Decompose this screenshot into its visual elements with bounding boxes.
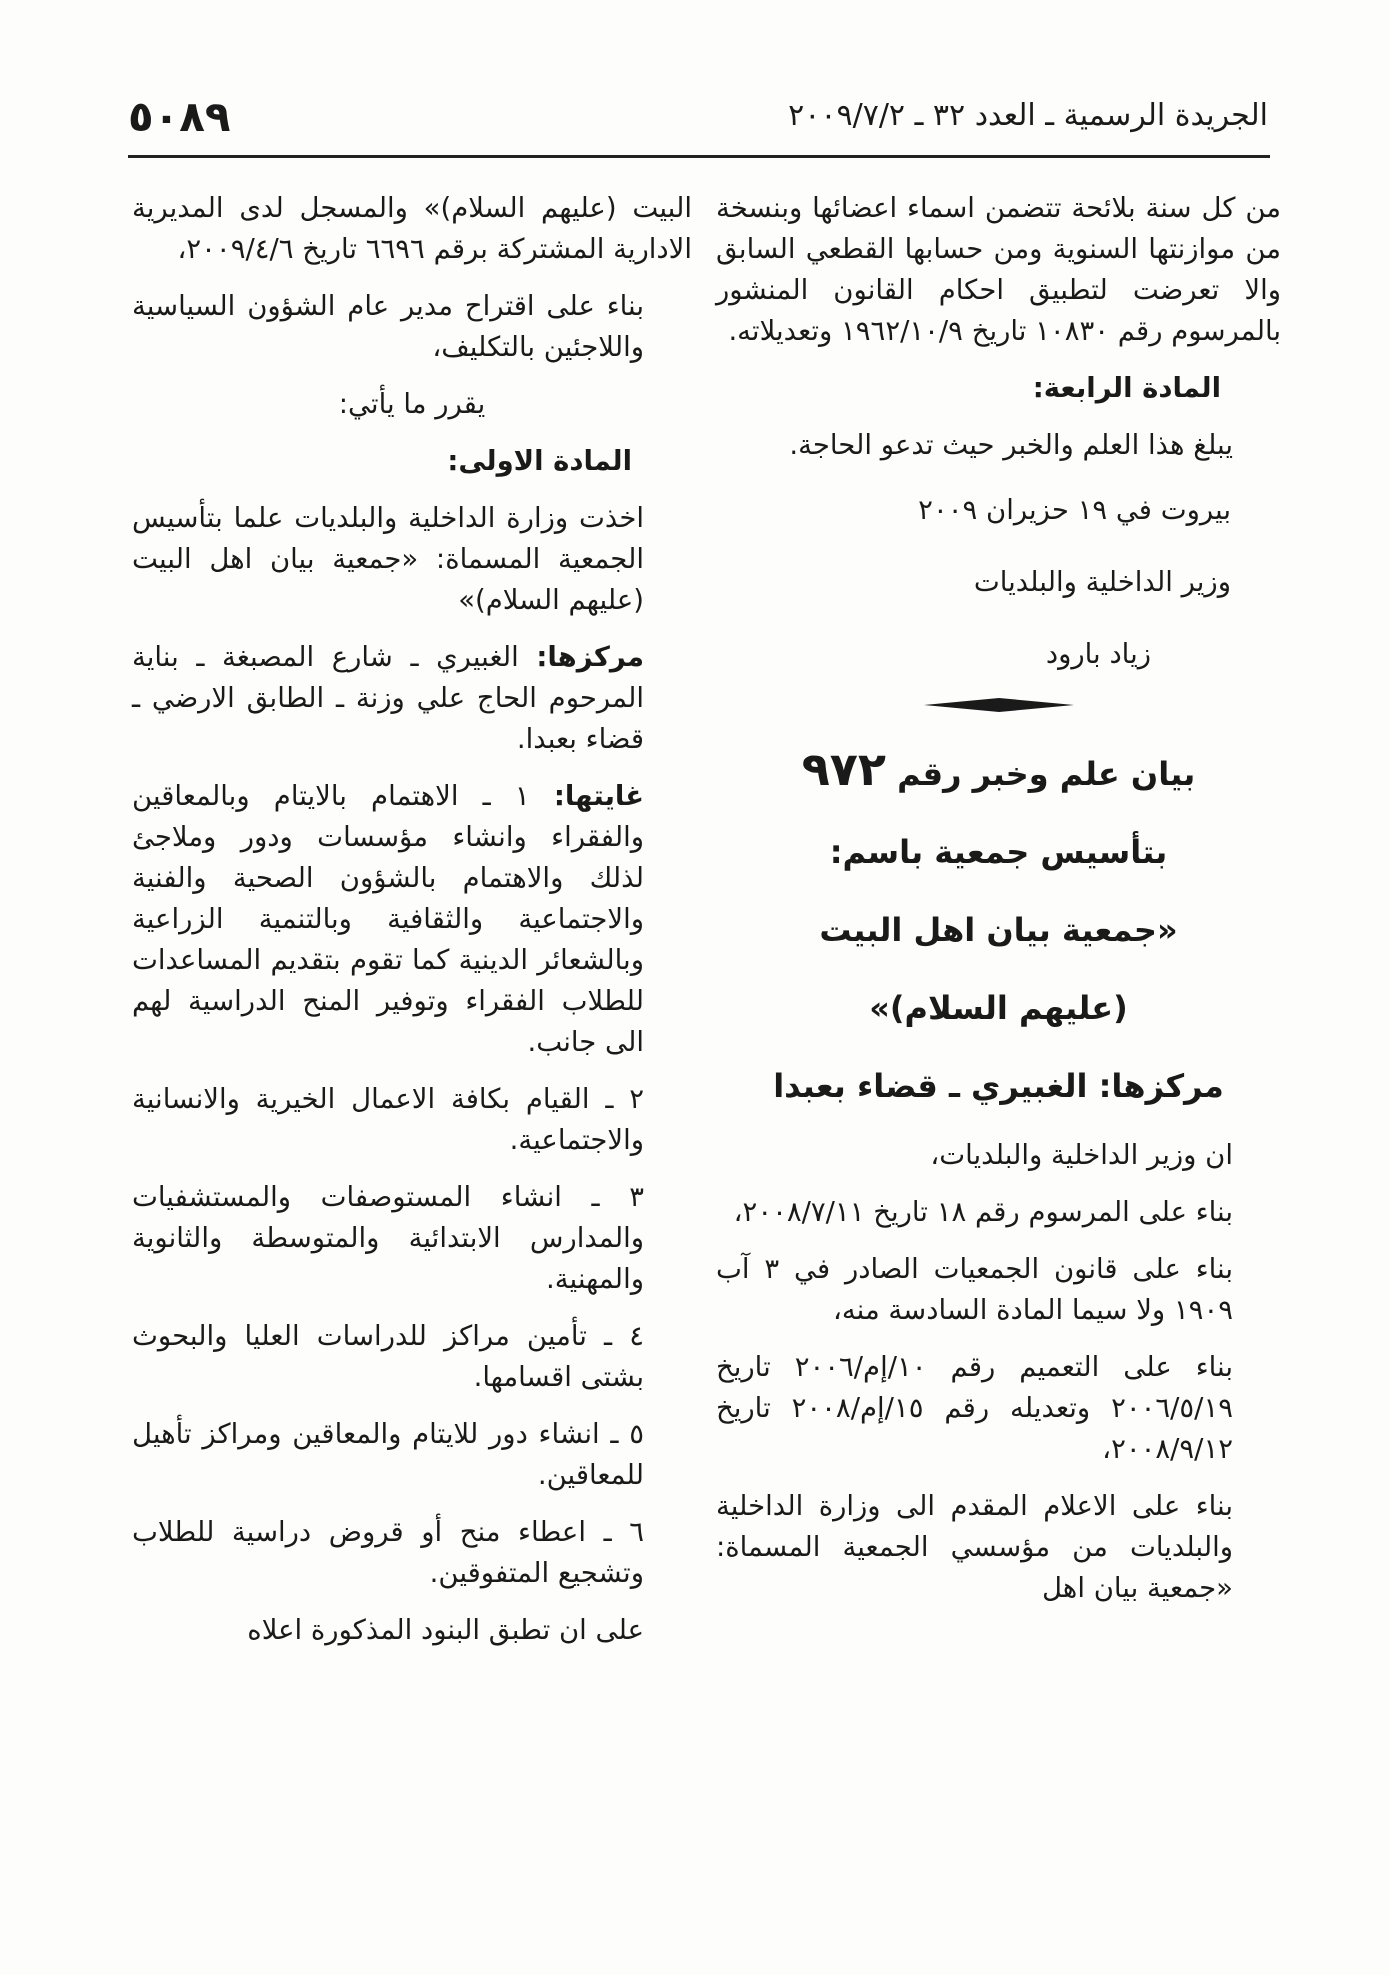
goal-6: ٦ ـ اعطاء منح أو قروض دراسية للطلاب وتشجيع المتفوقين. [132,1516,644,1589]
goals-label: غايتها: [553,780,644,812]
section-divider [924,698,1074,712]
signature-name: زياد بارود [1045,638,1151,670]
goal-4: ٤ ـ تأمين مراكز للدراسات العليا والبحوث بشتى اقسامها. [132,1320,644,1393]
signature-place-date: بيروت في ١٩ حزيران ٢٠٠٩ [918,494,1231,526]
goals-paragraph [132,776,692,1063]
association-name: «جمعية بيان اهل البيت [819,911,1178,949]
closing-line: على ان تطبق البنود المذكورة اعلاه [247,1614,644,1646]
signature-title: وزير الداخلية والبلديات [973,566,1231,598]
article-1-heading: المادة الاولى: [447,445,632,477]
right-column [716,188,1281,1625]
decides-heading: يقرر ما يأتي: [338,388,486,420]
goal-5: ٥ ـ انشاء دور للايتام والمعاقين ومراكز تأهيل للمعاقين. [132,1418,644,1491]
page-header [128,92,1268,152]
gazette-title: الجريدة الرسمية ـ العدد ٣٢ ـ ٢٠٠٩/٧/٢ [788,98,1268,133]
notice-subtitle: بتأسيس جمعية باسم: [829,833,1168,871]
article-4-text: يبلغ هذا العلم والخبر حيث تدعو الحاجة. [789,429,1233,461]
goal-2: ٢ ـ القيام بكافة الاعمال الخيرية والانسانية والاجتماعية. [132,1083,644,1156]
headquarters-label: مركزها: [536,641,644,673]
based-on-circular: بناء على التعميم رقم ١٠/إم/٢٠٠٦ تاريخ ٢٠٠٦/٥/١٩ وتعديله رقم ١٥/إم/٢٠٠٨ تاريخ ٢٠٠٨/٩/١٢، [716,1351,1233,1465]
based-on-law: بناء على قانون الجمعيات الصادر في ٣ آب ١٩٠٩ ولا سيما المادة السادسة منه، [716,1253,1233,1326]
left-column [132,188,692,1667]
notice-number: ٩٧٢ [801,742,886,796]
notice-title [716,738,1281,805]
based-on-decree: بناء على المرسوم رقم ١٨ تاريخ ٢٠٠٨/٧/١١، [733,1196,1233,1228]
association-name-suffix: (عليهم السلام)» [869,989,1128,1027]
header-rule [128,155,1270,158]
based-on-notification: بناء على الاعلام المقدم الى وزارة الداخلية والبلديات من مؤسسي الجمعية المسماة: «جمعية بيان اهل [716,1490,1233,1604]
paragraph-continuation: البيت (عليهم السلام)» والمسجل لدى المديرية الادارية المشتركة برقم ٦٦٩٦ تاريخ ٢٠٠٩/٤/٦، [132,192,692,265]
association-headquarters: مركزها: الغبيري ـ قضاء بعبدا [773,1067,1224,1105]
article-1-text: اخذت وزارة الداخلية والبلديات علما بتأسيس الجمعية المسماة: «جمعية بيان اهل البيت (عليهم السلام)» [132,502,644,616]
notice-title-label: بيان علم وخبر رقم [897,755,1196,793]
article-4-heading: المادة الرابعة: [1032,372,1221,404]
minister-intro: ان وزير الداخلية والبلديات، [930,1139,1233,1171]
goal-3: ٣ ـ انشاء المستوصفات والمستشفيات والمدارس الابتدائية والمتوسطة والثانوية والمهنية. [132,1181,644,1295]
paragraph-continuation: من كل سنة بلائحة تتضمن اسماء اعضائها وبنسخة من موازنتها السنوية ومن حسابها القطعي السابق والا تعرضت لتطبيق احكام القانون المنشور بالمرسوم رقم ١٠٨٣٠ تاريخ ١٩٦٢/١٠/٩ وتعديلاته. [716,192,1281,347]
headquarters-paragraph [132,637,692,760]
page-number: ٥٠٨٩ [128,92,231,141]
based-on-proposal: بناء على اقتراح مدير عام الشؤون السياسية واللاجئين بالتكليف، [132,290,644,363]
goal-1: ١ ـ الاهتمام بالايتام وبالمعاقين والفقراء وانشاء مؤسسات ودور وملاجئ لذلك والاهتمام بالشؤون الصحية والفنية والاجتماعية والثقافية وبالتنمية الزراعية وبالشعائر الدينية كما تقوم بتقديم المساعدات للطلاب الفقراء وتوفير المنح الدراسية لهم الى جانب. [132,780,644,1058]
headquarters-text: الغبيري ـ شارع المصبغة ـ بناية المرحوم الحاج علي وزنة ـ الطابق الارضي ـ قضاء بعبدا. [132,641,644,755]
